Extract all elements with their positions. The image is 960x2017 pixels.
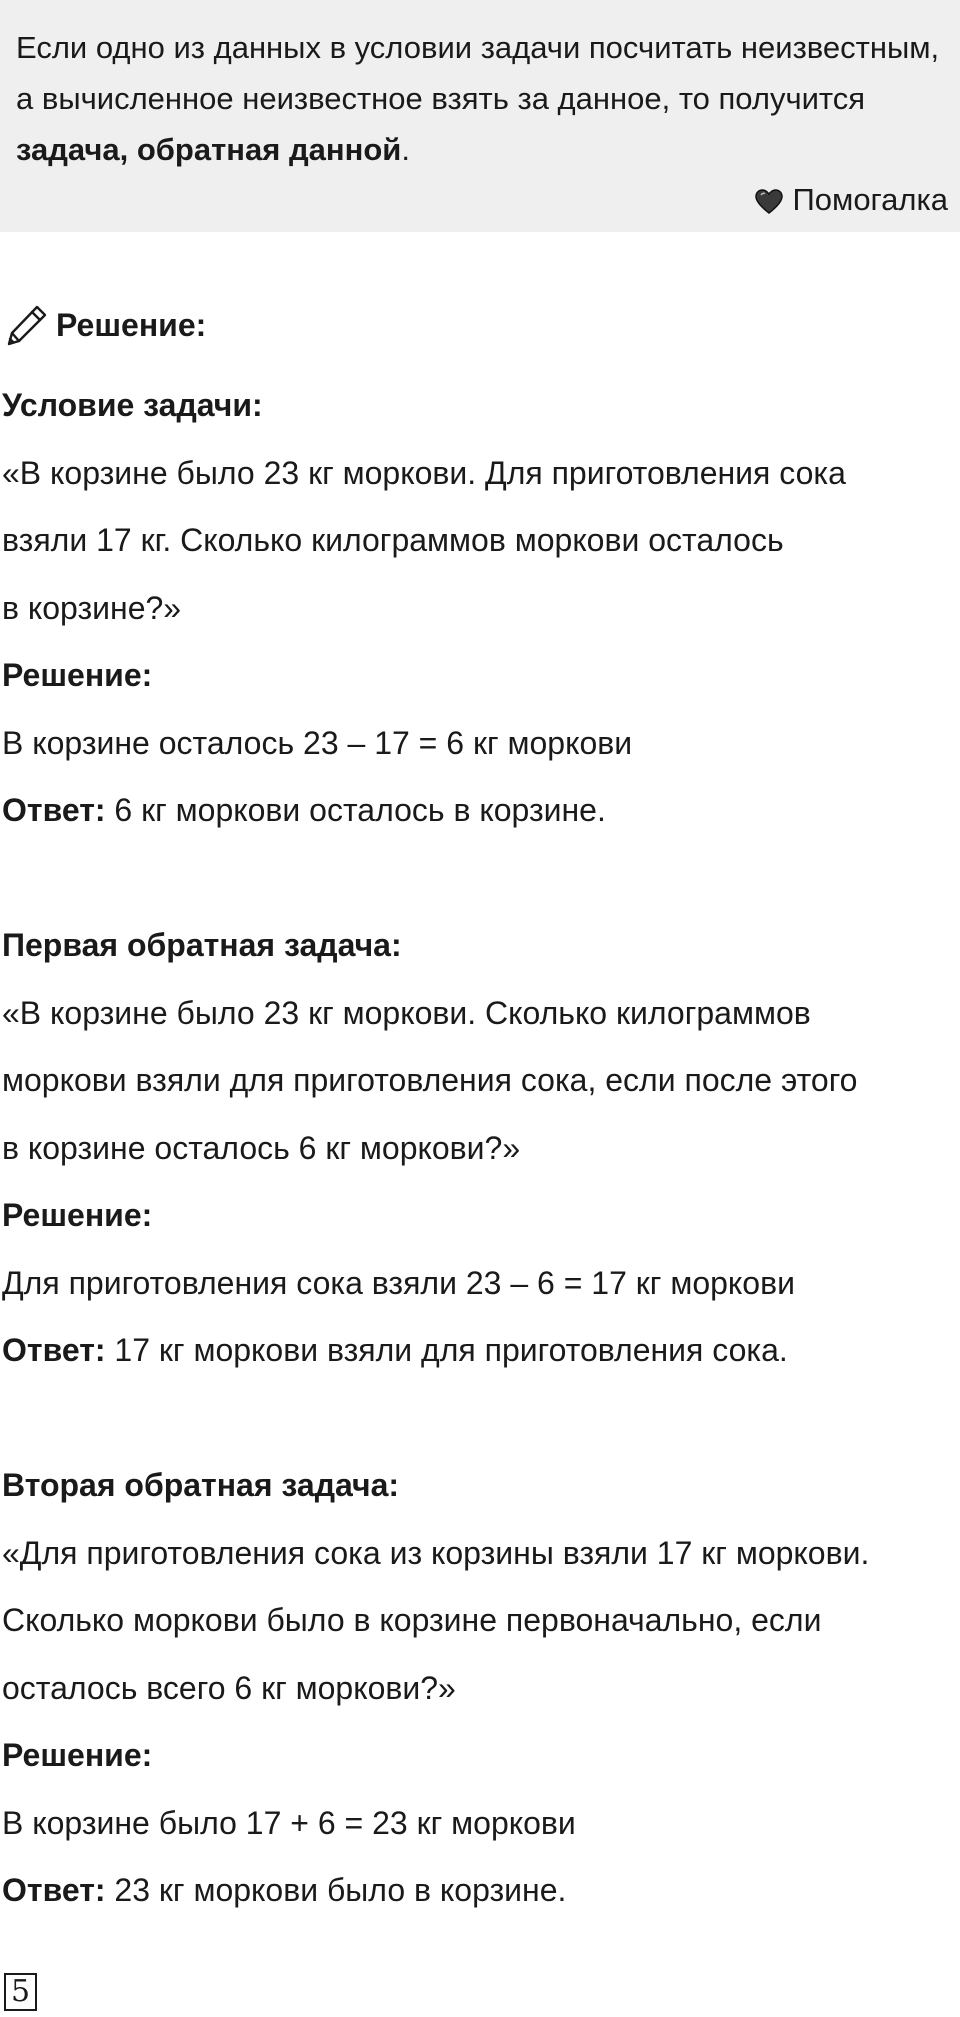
hint-source-label: Помогалка [792,182,948,217]
solution-label: Решение: [2,1197,153,1233]
solution-text: В корзине было 17 + 6 = 23 кг моркови [2,1804,576,1841]
problem-line: «Для приготовления сока из корзины взяли 17 кг моркови. [2,1534,870,1571]
answer-line [2,1317,952,1385]
problem-line: в корзине осталось 6 кг моркови?» [2,1129,521,1166]
heart-icon [754,185,784,215]
problem-line: «В корзине было 23 кг моркови. Сколько килограммов [2,994,811,1031]
problem-line: Сколько моркови было в корзине первоначально, если [2,1602,822,1638]
problem-line: осталось всего 6 кг моркови?» [2,1669,456,1706]
answer-line [2,777,952,845]
problem-line: в корзине?» [2,589,182,626]
page-number: 5 [4,1973,37,2011]
answer-text: 17 кг моркови взяли для приготовления сока. [105,1332,788,1368]
hint-text-bold: задача, обратная данной [16,132,402,167]
solution-content [2,372,952,1925]
pencil-icon [4,302,50,348]
solution-title: Решение: [56,306,207,343]
answer-line [2,1857,952,1925]
section-heading: Первая обратная задача: [2,927,402,963]
section-spacer [2,1385,952,1453]
solution-text: Для приготовления сока взяли 23 – 6 = 17 кг моркови [2,1264,795,1301]
problem-line: «В корзине было 23 кг моркови. Для приготовления сока [2,454,846,491]
solution-text: В корзине осталось 23 – 17 = 6 кг моркови [2,724,633,761]
hint-text-plain: Если одно из данных в условии задачи посчитать неизвестным, а вычисленное неизвестное взять за данное, то получится [16,30,940,116]
solution-header [4,302,206,348]
problem-line: моркови взяли для приготовления сока, если после этого [2,1062,858,1098]
hint-text [16,22,946,175]
answer-label: Ответ: [2,1872,106,1908]
hint-box [0,0,960,232]
hint-text-end: . [401,132,410,167]
section-spacer [2,845,952,913]
answer-label: Ответ: [2,792,106,828]
answer-text: 6 кг моркови осталось в корзине. [105,792,606,828]
answer-label: Ответ: [2,1332,106,1368]
section-heading: Вторая обратная задача: [2,1467,400,1503]
solution-label: Решение: [2,657,153,693]
hint-source [754,178,948,222]
answer-text: 23 кг моркови было в корзине. [105,1872,567,1908]
section-heading: Условие задачи: [2,387,263,423]
solution-label: Решение: [2,1737,153,1773]
problem-line: взяли 17 кг. Сколько килограммов моркови осталось [2,522,784,558]
